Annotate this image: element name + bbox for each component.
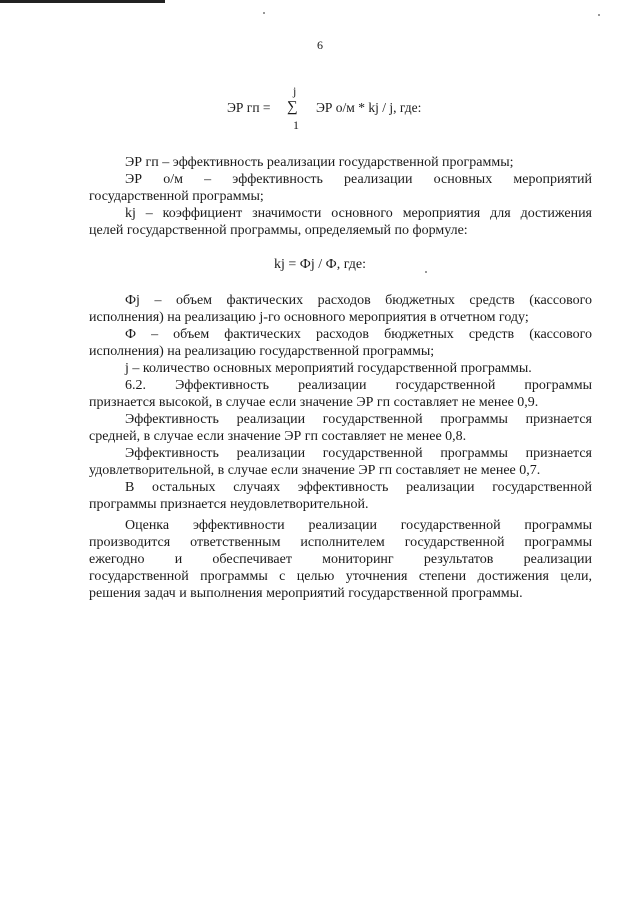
paragraph-other-cases: В остальных случаях эффективность реализации государственной [125, 480, 592, 495]
paragraph-6-2-cont: признается высокой, в случае если значение ЭР гп составляет не менее 0,9. [89, 395, 539, 410]
paragraph-assessment-line3: ежегодно и обеспечивает мониторинг результатов реализации [89, 552, 592, 567]
paragraph-6-2: 6.2. Эффективность реализации государственной программы [125, 378, 592, 393]
formula-rhs: ЭР о/м * kj / j, где: [316, 100, 422, 115]
paragraph-medium-cont: средней, в случае если значение ЭР гп составляет не менее 0,8. [89, 429, 467, 444]
paragraph-assessment-line2: производится ответственным исполнителем государственной программы [89, 535, 592, 550]
sum-lower-limit: 1 [293, 118, 299, 132]
paragraph-assessment-line4: государственной программы с целью уточнения степени достижения цели, [89, 569, 592, 584]
formula-lhs: ЭР гп = [227, 100, 271, 115]
formula-kj: kj = Фj / Ф, где: [274, 257, 366, 272]
paragraph-assessment: Оценка эффективности реализации государственной программы [125, 518, 592, 533]
paragraph-assessment-line5: решения задач и выполнения мероприятий государственной программы. [89, 586, 523, 601]
definition-er-om: ЭР о/м – эффективность реализации основных мероприятий [125, 172, 592, 187]
definition-f-cont: исполнения) на реализацию государственной программы; [89, 344, 435, 359]
paragraph-satisfactory: Эффективность реализации государственной программы признается [125, 446, 592, 461]
paragraph-satisfactory-cont: удовлетворительной, в случае если значение ЭР гп составляет не менее 0,7. [89, 463, 541, 478]
page-number: 6 [317, 38, 323, 52]
definition-er-om-cont: государственной программы; [89, 189, 264, 204]
scan-edge-mark [0, 0, 165, 3]
sum-upper-limit: j [293, 84, 297, 98]
paragraph-other-cases-cont: программы признается неудовлетворительной. [89, 497, 369, 512]
definition-fj: Фj – объем фактических расходов бюджетных средств (кассового [125, 293, 592, 308]
definition-kj: kj – коэффициент значимости основного мероприятия для достижения [125, 206, 592, 221]
paragraph-medium: Эффективность реализации государственной программы признается [125, 412, 592, 427]
definition-f: Ф – объем фактических расходов бюджетных средств (кассового [125, 327, 592, 342]
scan-speck [263, 12, 265, 14]
sum-symbol: ∑ [287, 99, 298, 115]
scan-speck [598, 14, 600, 16]
definition-kj-cont: целей государственной программы, определяемый по формуле: [89, 223, 468, 238]
definition-j: j – количество основных мероприятий государственной программы. [125, 361, 532, 376]
definition-fj-cont: исполнения) на реализацию j-го основного мероприятия в отчетном году; [89, 310, 529, 325]
definition-er-gp: ЭР гп – эффективность реализации государственной программы; [125, 155, 514, 170]
